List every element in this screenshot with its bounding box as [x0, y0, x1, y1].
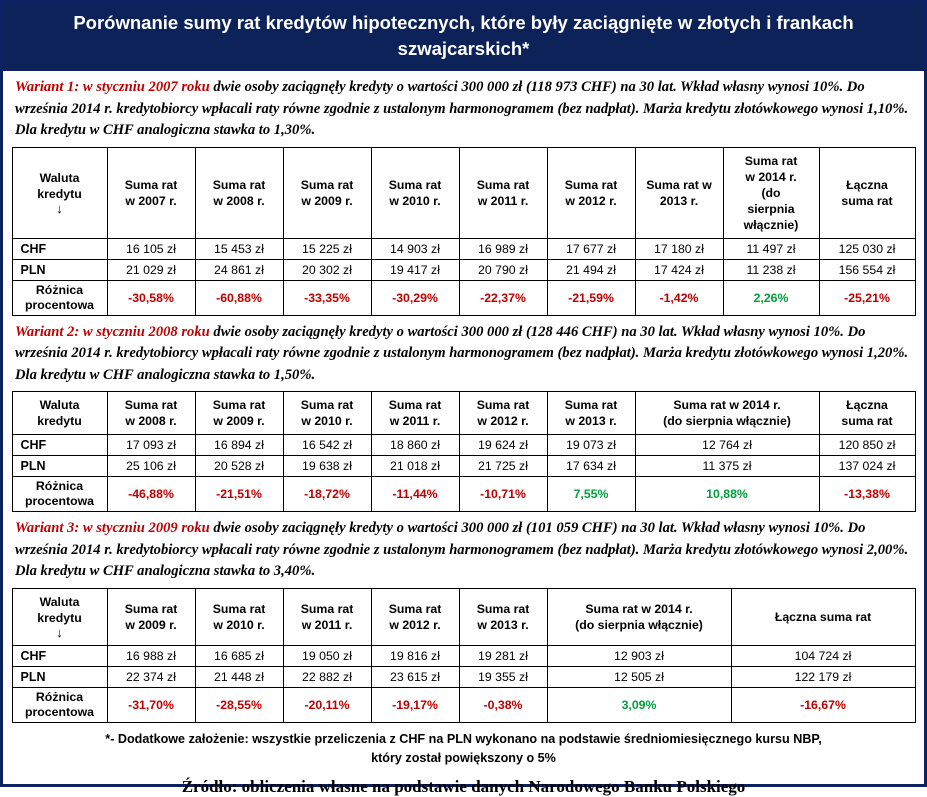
cell-value: 16 105 zł [107, 238, 195, 259]
cell-value: 20 528 zł [195, 456, 283, 477]
cell-value: 21 029 zł [107, 259, 195, 280]
variant-2-highlight: w styczniu 2008 roku [82, 323, 210, 340]
cell-diff: -20,11% [283, 687, 371, 722]
row-label-pln: PLN [12, 259, 107, 280]
row-label-chf: CHF [12, 645, 107, 666]
down-arrow-icon: ↓ [56, 624, 63, 640]
col-header-total: Łączna suma rat [819, 147, 915, 238]
cell-value: 18 860 zł [371, 435, 459, 456]
cell-value: 12 903 zł [547, 645, 731, 666]
cell-value: 19 624 zł [459, 435, 547, 456]
cell-diff: -31,70% [107, 687, 195, 722]
table-row [12, 435, 915, 456]
cell-value: 11 238 zł [723, 259, 819, 280]
cell-value: 12 505 zł [547, 666, 731, 687]
col-header-total: Łączna suma rat [819, 392, 915, 435]
cell-diff: -1,42% [635, 280, 723, 315]
cell-value: 16 542 zł [283, 435, 371, 456]
cell-diff: 2,26% [723, 280, 819, 315]
row-label-difference: Różnica procentowa [12, 687, 107, 722]
col-header-2014: Suma rat w 2014 r. (do sierpnia włącznie) [635, 392, 819, 435]
variant-3-text: dwie osoby zaciągnęły kredyty o wartości 300 000 zł (101 059 CHF) na 30 lat. Wkład własny wynosi 10%. Do września 2014 r. kredytobiorcy wpłacali raty równe zgodnie z ustalonym harmonogramem (bez nadpłat). Marża kredytu złotówkowego wynosi 2,00%. Dla kredytu w CHF analogiczna stawka to 3,40%. [15, 520, 909, 579]
table-row [12, 259, 915, 280]
cell-value: 125 030 zł [819, 238, 915, 259]
cell-value: 15 225 zł [283, 238, 371, 259]
col-header-2013: Suma rat w 2013 r. [547, 392, 635, 435]
variant-3-description [3, 512, 924, 588]
cell-value: 14 903 zł [371, 238, 459, 259]
col-header-2008: Suma rat w 2008 r. [107, 392, 195, 435]
col-header-2009: Suma rat w 2009 r. [107, 588, 195, 645]
variant-2-table [12, 391, 916, 512]
cell-value: 17 424 zł [635, 259, 723, 280]
variant-1-highlight: w styczniu 2007 roku [82, 79, 210, 95]
col-header-2011: Suma rat w 2011 r. [283, 588, 371, 645]
cell-value: 21 448 zł [195, 666, 283, 687]
cell-value: 15 453 zł [195, 238, 283, 259]
cell-diff: -18,72% [283, 477, 371, 512]
cell-value: 16 685 zł [195, 645, 283, 666]
cell-value: 21 018 zł [371, 456, 459, 477]
variant-3-table [12, 588, 916, 723]
variant-1-description [3, 71, 924, 147]
col-header-2012: Suma rat w 2012 r. [459, 392, 547, 435]
cell-value: 17 180 zł [635, 238, 723, 259]
cell-diff: -33,35% [283, 280, 371, 315]
cell-diff: -25,21% [819, 280, 915, 315]
cell-value: 24 861 zł [195, 259, 283, 280]
variant-3-prefix: Wariant 3: [15, 520, 83, 536]
cell-diff: -19,17% [371, 687, 459, 722]
cell-diff: -28,55% [195, 687, 283, 722]
cell-diff: -10,71% [459, 477, 547, 512]
cell-diff: 10,88% [635, 477, 819, 512]
cell-diff: -30,29% [371, 280, 459, 315]
cell-value: 137 024 zł [819, 456, 915, 477]
row-label-pln: PLN [12, 666, 107, 687]
table-row [12, 238, 915, 259]
table-header-row [12, 588, 915, 645]
page-title: Porównanie sumy rat kredytów hipotecznych, które były zaciągnięte w złotych i frankach szwajcarskich* [3, 3, 924, 71]
cell-value: 19 355 zł [459, 666, 547, 687]
cell-value: 23 615 zł [371, 666, 459, 687]
cell-value: 19 417 zł [371, 259, 459, 280]
col-header-2013: Suma rat w 2013 r. [635, 147, 723, 238]
cell-value: 17 677 zł [547, 238, 635, 259]
col-header-2009: Suma rat w 2009 r. [283, 147, 371, 238]
col-header-currency: Waluta kredytu ↓ [12, 588, 107, 645]
cell-diff: -16,67% [731, 687, 915, 722]
col-header-2012: Suma rat w 2012 r. [371, 588, 459, 645]
col-header-total: Łączna suma rat [731, 588, 915, 645]
col-header-2007: Suma rat w 2007 r. [107, 147, 195, 238]
cell-diff: -0,38% [459, 687, 547, 722]
col-header-2014: Suma rat w 2014 r. (do sierpnia włącznie) [547, 588, 731, 645]
row-label-chf: CHF [12, 238, 107, 259]
source-line: Źródło: obliczenia własne na podstawie danych Narodowego Banku Polskiego [181, 776, 746, 796]
row-label-pln: PLN [12, 456, 107, 477]
col-header-2011: Suma rat w 2011 r. [371, 392, 459, 435]
down-arrow-icon: ↓ [56, 200, 63, 216]
cell-value: 21 494 zł [547, 259, 635, 280]
cell-value: 22 374 zł [107, 666, 195, 687]
cell-value: 17 093 zł [107, 435, 195, 456]
variant-1-prefix: Wariant 1: [15, 79, 83, 95]
col-header-2014: Suma rat w 2014 r. (do sierpnia włącznie) [723, 147, 819, 238]
cell-value: 122 179 zł [731, 666, 915, 687]
cell-diff: 3,09% [547, 687, 731, 722]
footnote-line-1: *- Dodatkowe założenie: wszystkie przeliczenia z CHF na PLN wykonano na podstawie średniomiesięcznego kursu NBP, [105, 731, 822, 746]
cell-value: 16 989 zł [459, 238, 547, 259]
col-header-2010: Suma rat w 2010 r. [195, 588, 283, 645]
table-row [12, 645, 915, 666]
col-header-2013: Suma rat w 2013 r. [459, 588, 547, 645]
variant-2-prefix: Wariant 2: [15, 323, 83, 340]
cell-diff: -21,51% [195, 477, 283, 512]
variant-1-table [12, 147, 916, 316]
table-row [12, 666, 915, 687]
col-header-2008: Suma rat w 2008 r. [195, 147, 283, 238]
cell-diff: -60,88% [195, 280, 283, 315]
cell-value: 19 638 zł [283, 456, 371, 477]
col-header-2010: Suma rat w 2010 r. [283, 392, 371, 435]
variant-1-text: dwie osoby zaciągnęły kredyty o wartości 300 000 zł (118 973 CHF) na 30 lat. Wkład własny wynosi 10%. Do września 2014 r. kredytobiorcy wpłacali raty równe zgodnie z ustalonym harmonogramem (bez nadpłat). Marża kredytu złotówkowego wynosi 1,10%. Dla kredytu w CHF analogiczna stawka to 1,30%. [15, 79, 909, 138]
col-header-2010: Suma rat w 2010 r. [371, 147, 459, 238]
cell-value: 19 050 zł [283, 645, 371, 666]
cell-diff: -11,44% [371, 477, 459, 512]
variant-3-highlight: w styczniu 2009 roku [82, 520, 210, 536]
table-row [12, 280, 915, 315]
cell-value: 19 816 zł [371, 645, 459, 666]
cell-value: 19 073 zł [547, 435, 635, 456]
row-label-chf: CHF [12, 435, 107, 456]
footnote-line-2: który został powiększony o 5% [371, 750, 556, 765]
col-header-currency: Waluta kredytu [12, 392, 107, 435]
cell-diff: -22,37% [459, 280, 547, 315]
cell-diff: 7,55% [547, 477, 635, 512]
col-header-2011: Suma rat w 2011 r. [459, 147, 547, 238]
col-header-2012: Suma rat w 2012 r. [547, 147, 635, 238]
cell-diff: -21,59% [547, 280, 635, 315]
cell-value: 156 554 zł [819, 259, 915, 280]
cell-value: 19 281 zł [459, 645, 547, 666]
cell-value: 12 764 zł [635, 435, 819, 456]
cell-diff: -30,58% [107, 280, 195, 315]
cell-value: 16 894 zł [195, 435, 283, 456]
cell-value: 21 725 zł [459, 456, 547, 477]
table-row [12, 687, 915, 722]
table-row [12, 477, 915, 512]
cell-diff: -46,88% [107, 477, 195, 512]
cell-value: 120 850 zł [819, 435, 915, 456]
cell-value: 11 375 zł [635, 456, 819, 477]
footnote [3, 723, 924, 768]
cell-value: 22 882 zł [283, 666, 371, 687]
col-header-currency: Waluta kredytu ↓ [12, 147, 107, 238]
cell-value: 20 302 zł [283, 259, 371, 280]
cell-value: 11 497 zł [723, 238, 819, 259]
cell-value: 20 790 zł [459, 259, 547, 280]
table-row [12, 456, 915, 477]
cell-value: 17 634 zł [547, 456, 635, 477]
variant-2-text: dwie osoby zaciągnęły kredyty o wartości 300 000 zł (128 446 CHF) na 30 lat. Wkład własny wynosi 10%. Do września 2014 r. kredytobiorcy wpłacali raty równe zgodnie z ustalonym harmonogramem (bez nadpłat). Marża kredytu złotówkowego wynosi 1,20%. Dla kredytu w CHF analogiczna stawka to 1,50%. [15, 323, 909, 383]
variant-2-description [3, 316, 924, 392]
cell-value: 25 106 zł [107, 456, 195, 477]
row-label-difference: Różnica procentowa [12, 280, 107, 315]
table-header-row [12, 147, 915, 238]
cell-diff: -13,38% [819, 477, 915, 512]
cell-value: 16 988 zł [107, 645, 195, 666]
row-label-difference: Różnica procentowa [12, 477, 107, 512]
cell-value: 104 724 zł [731, 645, 915, 666]
table-header-row [12, 392, 915, 435]
col-header-2009: Suma rat w 2009 r. [195, 392, 283, 435]
